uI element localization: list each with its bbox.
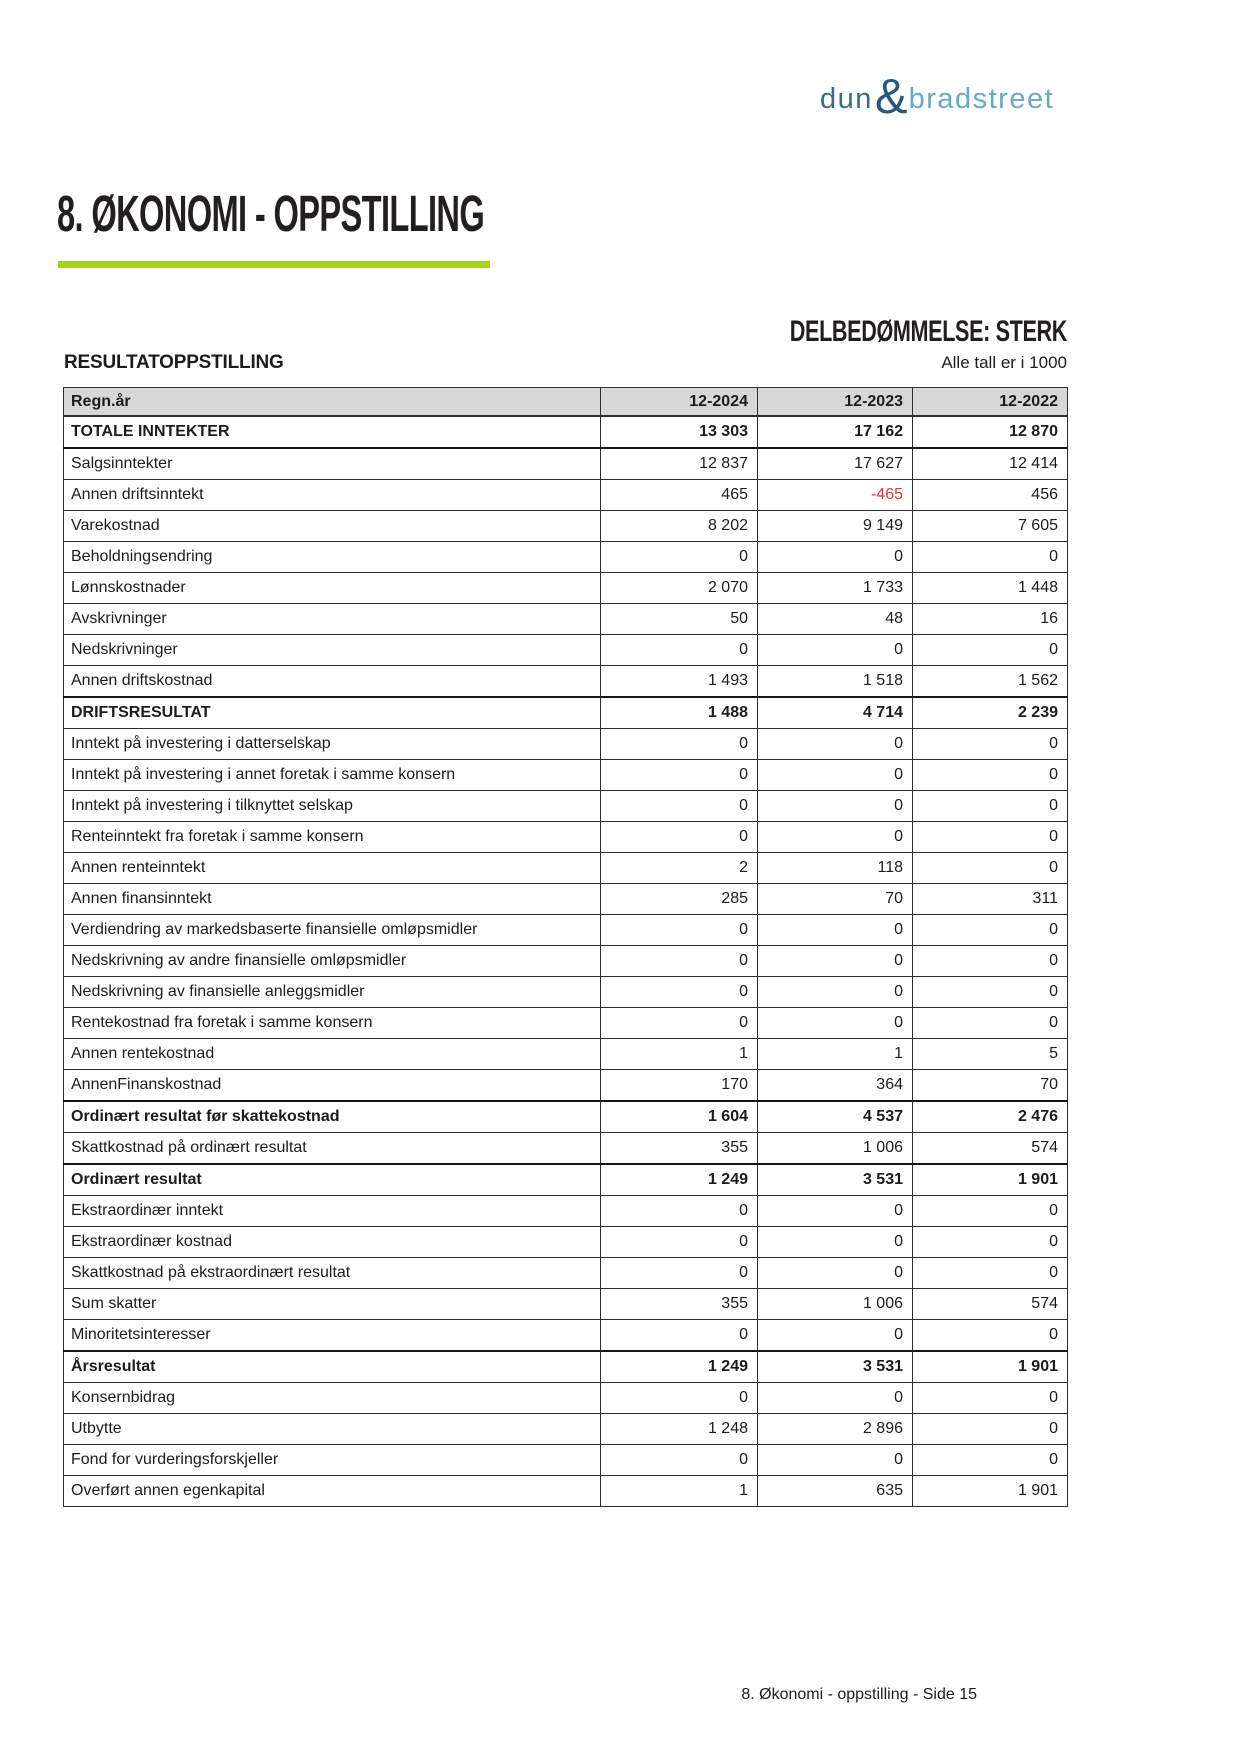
table-row [64,791,1068,822]
value-12-2023: 0 [758,822,913,853]
value-12-2023: 118 [758,853,913,884]
value-12-2022: 0 [913,729,1068,760]
value-12-2022: 0 [913,853,1068,884]
table-row [64,1383,1068,1414]
value-12-2024: 0 [601,1383,758,1414]
table-row [64,1039,1068,1070]
table-row [64,915,1068,946]
row-label: Annen rentekostnad [64,1039,601,1070]
value-12-2022: 1 901 [913,1476,1068,1507]
table-row [64,480,1068,511]
value-12-2024: 50 [601,604,758,635]
value-12-2022: 574 [913,1133,1068,1165]
column-header-regnar: Regn.år [64,388,601,417]
value-12-2024: 1 604 [601,1101,758,1133]
value-12-2022: 0 [913,946,1068,977]
table-row [64,1227,1068,1258]
table-title: RESULTATOPPSTILLING [64,352,284,373]
value-12-2024: 1 248 [601,1414,758,1445]
table-row [64,853,1068,884]
value-12-2024: 0 [601,1008,758,1039]
value-12-2022: 0 [913,760,1068,791]
value-12-2022: 12 414 [913,448,1068,480]
value-12-2022: 7 605 [913,511,1068,542]
table-row [64,1196,1068,1227]
logo-ampersand-icon: & [874,69,908,124]
value-12-2022: 0 [913,822,1068,853]
row-label: Rentekostnad fra foretak i samme konsern [64,1008,601,1039]
table-row [64,1289,1068,1320]
value-12-2023: 0 [758,1258,913,1289]
value-12-2022: 1 562 [913,666,1068,698]
value-12-2023: 1 006 [758,1289,913,1320]
table-row [64,573,1068,604]
value-12-2023: 0 [758,1227,913,1258]
row-label: Skattkostnad på ordinært resultat [64,1133,601,1165]
table-row [64,1320,1068,1352]
table-row [64,977,1068,1008]
value-12-2022: 0 [913,1414,1068,1445]
value-12-2022: 1 901 [913,1164,1068,1196]
logo-text-bradstreet: bradstreet [908,82,1055,115]
table-row [64,946,1068,977]
value-12-2023: 1 006 [758,1133,913,1165]
title-accent-bar [58,261,490,268]
row-label: Konsernbidrag [64,1383,601,1414]
row-label: Sum skatter [64,1289,601,1320]
value-12-2023: 4 537 [758,1101,913,1133]
row-label: Annen driftskostnad [64,666,601,698]
value-12-2023: 4 714 [758,697,913,729]
value-12-2024: 0 [601,977,758,1008]
value-12-2024: 2 070 [601,573,758,604]
row-label: Inntekt på investering i datterselskap [64,729,601,760]
value-12-2024: 0 [601,729,758,760]
value-12-2022: 0 [913,1383,1068,1414]
value-12-2024: 0 [601,1227,758,1258]
table-row [64,697,1068,729]
value-12-2023: 1 733 [758,573,913,604]
table-row [64,1008,1068,1039]
value-12-2023: 0 [758,946,913,977]
value-12-2022: 16 [913,604,1068,635]
row-label: Nedskrivning av andre finansielle omløpsmidler [64,946,601,977]
page-title: 8. ØKONOMI - OPPSTILLING [57,185,485,242]
value-12-2023: 0 [758,1320,913,1352]
table-row [64,604,1068,635]
table-row [64,1164,1068,1196]
table-row [64,760,1068,791]
value-12-2023: 1 [758,1039,913,1070]
value-12-2024: 1 249 [601,1164,758,1196]
value-12-2022: 2 476 [913,1101,1068,1133]
value-12-2022: 0 [913,635,1068,666]
value-12-2024: 0 [601,1320,758,1352]
table-header-row [64,388,1068,417]
table-row [64,416,1068,448]
value-12-2022: 70 [913,1070,1068,1102]
row-label: Beholdningsendring [64,542,601,573]
table-row [64,448,1068,480]
value-12-2024: 0 [601,1445,758,1476]
value-12-2024: 2 [601,853,758,884]
value-12-2024: 1 488 [601,697,758,729]
table-row [64,1101,1068,1133]
table-row [64,1445,1068,1476]
value-12-2022: 0 [913,1196,1068,1227]
income-statement-table [63,387,1068,1507]
row-label: Renteinntekt fra foretak i samme konsern [64,822,601,853]
value-12-2022: 0 [913,791,1068,822]
row-label: Fond for vurderingsforskjeller [64,1445,601,1476]
value-12-2022: 0 [913,977,1068,1008]
value-12-2024: 0 [601,915,758,946]
value-12-2023: 3 531 [758,1351,913,1383]
value-12-2023: 1 518 [758,666,913,698]
row-label: Skattkostnad på ekstraordinært resultat [64,1258,601,1289]
row-label: Inntekt på investering i tilknyttet selskap [64,791,601,822]
value-12-2023: 0 [758,1383,913,1414]
value-12-2023: 0 [758,791,913,822]
value-12-2023: 0 [758,1008,913,1039]
value-12-2024: 0 [601,542,758,573]
value-12-2024: 0 [601,946,758,977]
assessment-heading: DELBEDØMMELSE: STERK [789,315,1067,348]
row-label: Utbytte [64,1414,601,1445]
value-12-2023: 0 [758,915,913,946]
table-row [64,1476,1068,1507]
row-label: Nedskrivninger [64,635,601,666]
column-header-12-2023: 12-2023 [758,388,913,417]
row-label: TOTALE INNTEKTER [64,416,601,448]
value-12-2024: 8 202 [601,511,758,542]
value-12-2024: 1 493 [601,666,758,698]
value-12-2023: 0 [758,635,913,666]
value-12-2023: 0 [758,977,913,1008]
value-12-2024: 1 [601,1039,758,1070]
value-12-2023: 0 [758,542,913,573]
row-label: Nedskrivning av finansielle anleggsmidler [64,977,601,1008]
logo-text-dun: dun [820,82,873,115]
value-12-2023: 635 [758,1476,913,1507]
table-body [64,416,1068,1507]
column-header-12-2024: 12-2024 [601,388,758,417]
row-label: Salgsinntekter [64,448,601,480]
value-12-2022: 1 901 [913,1351,1068,1383]
value-12-2022: 311 [913,884,1068,915]
value-12-2022: 0 [913,542,1068,573]
value-12-2022: 0 [913,1445,1068,1476]
value-12-2024: 0 [601,760,758,791]
page-footer: 8. Økonomi - oppstilling - Side 15 [741,1686,977,1703]
value-12-2023: 2 896 [758,1414,913,1445]
table-row [64,884,1068,915]
row-label: Annen driftsinntekt [64,480,601,511]
row-label: Ekstraordinær inntekt [64,1196,601,1227]
row-label: Lønnskostnader [64,573,601,604]
value-12-2022: 574 [913,1289,1068,1320]
table-row [64,1133,1068,1165]
value-12-2023: 0 [758,729,913,760]
row-label: Overført annen egenkapital [64,1476,601,1507]
table-row [64,729,1068,760]
table-row [64,1351,1068,1383]
value-12-2024: 0 [601,635,758,666]
table-row [64,511,1068,542]
value-12-2024: 170 [601,1070,758,1102]
value-12-2023: 364 [758,1070,913,1102]
value-12-2024: 355 [601,1289,758,1320]
value-12-2024: 13 303 [601,416,758,448]
value-12-2023: 3 531 [758,1164,913,1196]
row-label: Annen renteinntekt [64,853,601,884]
value-12-2023: 0 [758,760,913,791]
value-12-2022: 2 239 [913,697,1068,729]
column-header-12-2022: 12-2022 [913,388,1068,417]
value-12-2024: 0 [601,1196,758,1227]
value-12-2023: 70 [758,884,913,915]
value-12-2024: 0 [601,1258,758,1289]
value-12-2022: 0 [913,1320,1068,1352]
row-label: Ordinært resultat før skattekostnad [64,1101,601,1133]
value-12-2024: 355 [601,1133,758,1165]
row-label: Annen finansinntekt [64,884,601,915]
table-row [64,1070,1068,1102]
dun-bradstreet-logo [820,69,1055,124]
row-label: Ordinært resultat [64,1164,601,1196]
value-12-2023: -465 [758,480,913,511]
value-12-2023: 17 162 [758,416,913,448]
row-label: Avskrivninger [64,604,601,635]
value-12-2024: 1 249 [601,1351,758,1383]
row-label: Varekostnad [64,511,601,542]
value-12-2024: 285 [601,884,758,915]
value-12-2022: 0 [913,915,1068,946]
value-12-2024: 12 837 [601,448,758,480]
row-label: Verdiendring av markedsbaserte finansielle omløpsmidler [64,915,601,946]
value-12-2023: 9 149 [758,511,913,542]
table-row [64,1414,1068,1445]
value-12-2022: 12 870 [913,416,1068,448]
table-row [64,666,1068,698]
table-row [64,822,1068,853]
row-label: Årsresultat [64,1351,601,1383]
value-12-2024: 465 [601,480,758,511]
value-12-2022: 456 [913,480,1068,511]
table-row [64,635,1068,666]
value-12-2022: 5 [913,1039,1068,1070]
value-12-2022: 0 [913,1008,1068,1039]
value-12-2023: 0 [758,1196,913,1227]
value-12-2022: 1 448 [913,573,1068,604]
value-12-2022: 0 [913,1258,1068,1289]
value-12-2024: 0 [601,822,758,853]
row-label: Minoritetsinteresser [64,1320,601,1352]
value-12-2023: 0 [758,1445,913,1476]
value-12-2022: 0 [913,1227,1068,1258]
value-12-2024: 1 [601,1476,758,1507]
value-12-2024: 0 [601,791,758,822]
table-row [64,1258,1068,1289]
row-label: Inntekt på investering i annet foretak i samme konsern [64,760,601,791]
value-12-2023: 48 [758,604,913,635]
value-12-2023: 17 627 [758,448,913,480]
units-note: Alle tall er i 1000 [941,353,1067,372]
table-row [64,542,1068,573]
row-label: AnnenFinanskostnad [64,1070,601,1102]
row-label: Ekstraordinær kostnad [64,1227,601,1258]
row-label: DRIFTSRESULTAT [64,697,601,729]
